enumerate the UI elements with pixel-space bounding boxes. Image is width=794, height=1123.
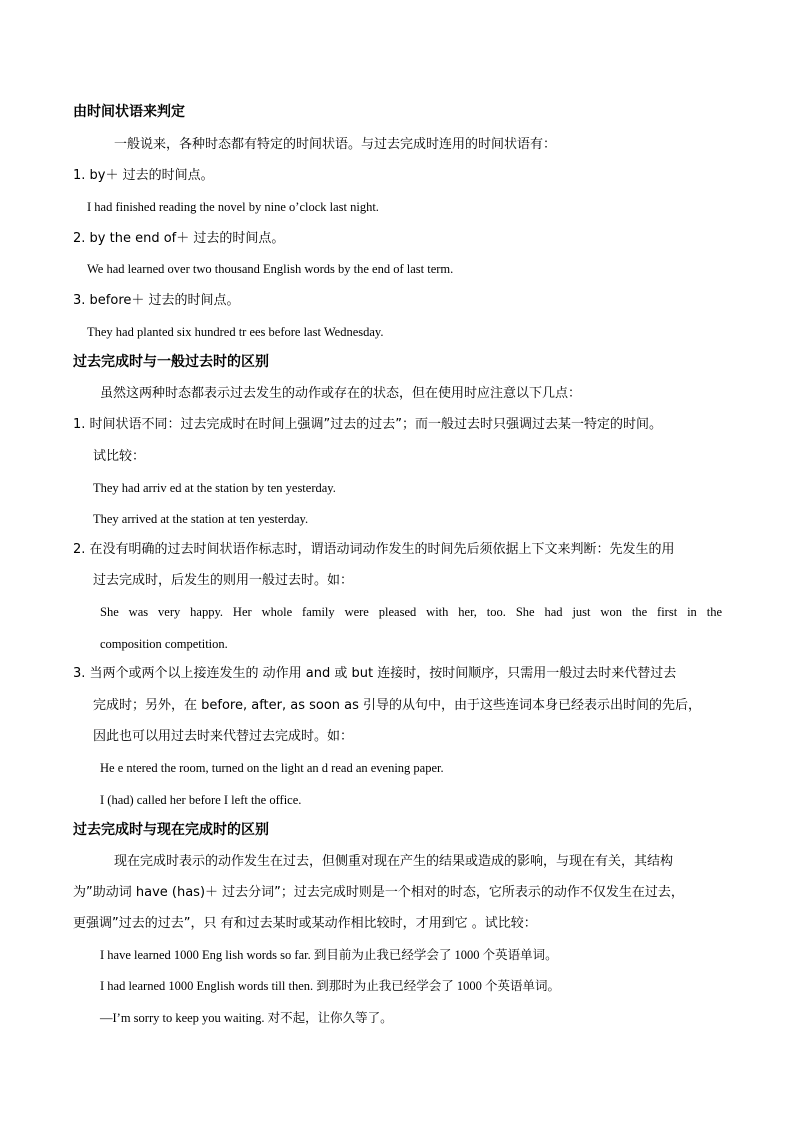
example-sentence: composition competition. — [100, 637, 228, 651]
example-sentence: He e ntered the room, turned on the light an d read an evening paper. — [100, 761, 444, 775]
point-text: 3. 当两个或两个以上接连发生的 动作用 and 或 but 连接时，按时间顺序，只需用一般过去时来代替过去 — [73, 666, 677, 681]
section-intro: 虽然这两种时态都表示过去发生的动作或存在的状态，但在使用时应注意以下几点： — [100, 386, 582, 401]
example-sentence: —I’m sorry to keep you waiting. 对不起，让你久等了。 — [100, 1011, 393, 1025]
example-sentence: I have learned 1000 Eng lish words so far. 到目前为止我已经学会了 1000 个英语单词。 — [100, 948, 558, 962]
example-sentence: They arrived at the station at ten yesterday. — [93, 512, 309, 526]
point-text: 过去完成时，后发生的则用一般过去时。如： — [93, 573, 354, 588]
example-sentence: I had learned 1000 English words till then. 到那时为止我已经学会了 1000 个英语单词。 — [100, 979, 561, 993]
example-sentence: They had planted six hundred tr ees before last Wednesday. — [87, 325, 384, 339]
section-heading: 过去完成时与一般过去时的区别 — [73, 354, 269, 370]
section-paragraph: 更强调”过去的过去”，只 有和过去某时或某动作相比较时，才用到它 。试比较： — [73, 916, 537, 931]
example-sentence: They had arriv ed at the station by ten yesterday. — [93, 481, 336, 495]
section-paragraph: 为”助动词 have (has)＋ 过去分词”；过去完成时则是一个相对的时态，它所表示的动作不仅发生在过去， — [73, 885, 684, 900]
example-sentence: I (had) called her before I left the office. — [100, 793, 302, 807]
rule-item: 2. by the end of＋ 过去的时间点。 — [73, 231, 285, 246]
rule-item: 3. before＋ 过去的时间点。 — [73, 293, 240, 308]
section-heading: 过去完成时与现在完成时的区别 — [73, 822, 269, 838]
example-sentence: She was very happy. Her whole family were pleased with her, too. She had just won the first in the — [100, 605, 722, 619]
example-sentence: We had learned over two thousand English words by the end of last term. — [87, 262, 454, 276]
example-sentence: I had finished reading the novel by nine o’clock last night. — [87, 200, 379, 214]
section-intro: 一般说来，各种时态都有特定的时间状语。与过去完成时连用的时间状语有： — [114, 137, 557, 152]
rule-item: 1. by＋ 过去的时间点。 — [73, 168, 214, 183]
section-heading: 由时间状语来判定 — [73, 104, 185, 120]
section-paragraph: 现在完成时表示的动作发生在过去，但侧重对现在产生的结果或造成的影响，与现在有关，其结构 — [114, 854, 674, 869]
point-text: 完成时；另外，在 before, after, as soon as 引导的从句中，由于这些连词本身已经表示出时间的先后， — [93, 698, 702, 713]
point-text: 1. 时间状语不同：过去完成时在时间上强调”过去的过去”；而一般过去时只强调过去某一特定的时间。 — [73, 417, 663, 432]
point-text: 因此也可以用过去时来代替过去完成时。如： — [93, 729, 354, 744]
compare-label: 试比较： — [93, 449, 146, 464]
point-text: 2. 在没有明确的过去时间状语作标志时，谓语动词动作发生的时间先后须依据上下文来判断：先发生的用 — [73, 542, 675, 557]
